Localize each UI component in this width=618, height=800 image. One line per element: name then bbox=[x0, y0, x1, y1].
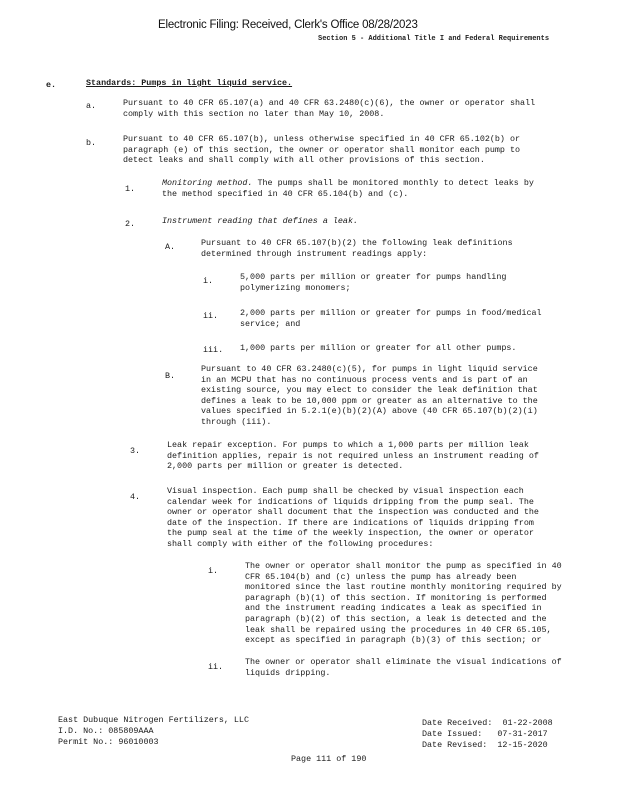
item-4-i-text: The owner or operator shall monitor the pump as specified in 40 CFR 65.104(b) and (c) unless the pump has already been monitored since the last routine monthly monitoring required by paragraph (b)(1) of this section. If monitoring is performed and the instrument reading indicates a leak as specified in paragraph (b)(2) of this section, a leak is detected and the leak shall be repaired using the procedures in 40 CFR 65.105, except as specified in paragraph (b)(3) of this section; or bbox=[245, 561, 562, 646]
item-4-ii-text: The owner or operator shall eliminate the visual indications of liquids dripping. bbox=[245, 657, 562, 678]
section-header: Section 5 - Additional Title I and Federal Requirements bbox=[318, 35, 550, 43]
item-2b-text: Pursuant to 40 CFR 63.2480(c)(5), for pumps in light liquid service in an MCPU that has no continuous process vents and is part of an existing source, you may elect to consider the leak definition that defines a leak to be 10,000 ppm or greater as an alternative to the values specified in 5.2.1(e)(b)(2)(A) above (40 CFR 65.107(b)(2)(i) through (iii). bbox=[201, 364, 538, 427]
item-2a-iii-label: iii. bbox=[203, 345, 224, 355]
item-2a-ii-text: 2,000 parts per million or greater for pumps in food/medical service; and bbox=[240, 308, 542, 329]
item-1-text: Monitoring method. The pumps shall be monitored monthly to detect leaks by the method specified in 40 CFR 65.104(b) and (c). bbox=[162, 178, 534, 199]
item-2a-iii-text: 1,000 parts per million or greater for all other pumps. bbox=[240, 343, 517, 353]
page-number: Page 111 of 190 bbox=[291, 754, 367, 764]
para-b-label: b. bbox=[86, 138, 97, 148]
footer-date-received: Date Received: 01-22-2008 bbox=[422, 718, 553, 728]
item-4-text: Visual inspection. Each pump shall be checked by visual inspection each calendar week for indications of liquids dripping from the pump seal. The owner or operator shall document that the inspection was conducted and the date of the inspection. If there are indications of liquids dripping from the pump seal at the time of the weekly inspection, the owner or operator shall comply with either of the following procedures: bbox=[167, 486, 539, 549]
item-2-heading: Instrument reading that defines a leak. bbox=[162, 216, 359, 226]
para-a-label: a. bbox=[86, 101, 97, 111]
item-4-i-label: i. bbox=[208, 566, 219, 576]
item-2b-label: B. bbox=[165, 371, 176, 381]
item-2a-ii-label: ii. bbox=[203, 311, 219, 321]
item-1-label: 1. bbox=[125, 184, 136, 194]
item-4-label: 4. bbox=[130, 492, 141, 502]
section-e-title: Standards: Pumps in light liquid service. bbox=[86, 78, 293, 88]
para-a-text: Pursuant to 40 CFR 65.107(a) and 40 CFR 63.2480(c)(6), the owner or operator shall comply with this section no later than May 10, 2008. bbox=[123, 98, 536, 119]
item-4-ii-label: ii. bbox=[208, 662, 224, 672]
item-2a-i-label: i. bbox=[203, 276, 214, 286]
item-3-label: 3. bbox=[130, 446, 141, 456]
item-2a-i-text: 5,000 parts per million or greater for pumps handling polymerizing monomers; bbox=[240, 272, 507, 293]
item-2-label: 2. bbox=[125, 219, 136, 229]
item-3-text: Leak repair exception. For pumps to which a 1,000 parts per million leak definition applies, repair is not required unless an instrument reading of 2,000 parts per million or greater is detected. bbox=[167, 440, 539, 472]
item-2a-text: Pursuant to 40 CFR 65.107(b)(2) the following leak definitions determined through instrument readings apply: bbox=[201, 238, 513, 259]
filing-stamp: Electronic Filing: Received, Clerk's Office 08/28/2023 bbox=[158, 19, 418, 31]
para-b-text: Pursuant to 40 CFR 65.107(b), unless otherwise specified in 40 CFR 65.102(b) or paragraph (e) of this section, the owner or operator shall monitor each pump to detect leaks and shall comply with all other provisions of this section. bbox=[123, 134, 521, 166]
footer-date-issued: Date Issued: 07-31-2017 bbox=[422, 729, 548, 739]
footer-id: I.D. No.: 085809AAA bbox=[58, 726, 154, 736]
item-1-heading: Monitoring method. bbox=[162, 178, 253, 188]
footer-permit: Permit No.: 96010003 bbox=[58, 737, 159, 747]
item-2a-label: A. bbox=[165, 242, 176, 252]
section-e-label: e. bbox=[46, 80, 57, 90]
footer-date-revised: Date Revised: 12-15-2020 bbox=[422, 740, 548, 750]
footer-company: East Dubuque Nitrogen Fertilizers, LLC bbox=[58, 715, 249, 725]
